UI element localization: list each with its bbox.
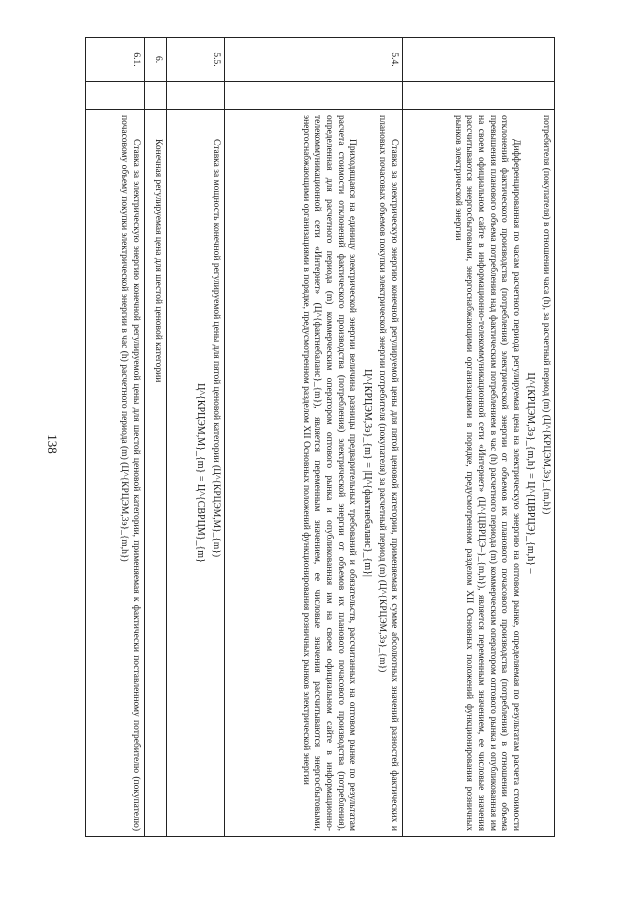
table-row bbox=[86, 38, 145, 837]
row-number bbox=[403, 38, 555, 82]
row-text: Конечная регулируемая цена для шестой ценовой категории bbox=[153, 139, 163, 383]
row-number: 6. bbox=[145, 38, 167, 82]
table-row bbox=[167, 38, 225, 837]
row-text: Ставка за электрическую энергию конечной регулируемой цены для шестой ценовой категории, применяемая к фактически поставленному потребителю (покупателю) почасовому объему покупки электрической энергии в час (h) расчетного периода (m) (Ц^{КРЦЭМ,3э}_{m,h}) bbox=[119, 115, 141, 831]
table-row bbox=[145, 38, 167, 837]
row-text: Ставка за мощность конечной регулируемой цены для пятой ценовой категории (Ц^{КРЦЭМ,М}_{m}) bbox=[211, 139, 221, 558]
row-explanation: Дифференцированная по часам расчетного периода регулируемая цена на электрическую энергию на оптовом рынке, определяемая по результатам расчета стоимости отклонений фактического производства (потребления) электрической энергии от объемов их планового почасового производства (потребления) в отношении объема превышения планового объема потребления над фактическим потреблением в час (h) расчетного периода (m) коммерческим оператором оптового рынка и опубликованная им на своем официальном сайте в информационно-телекоммуникационной сети «Интернет» (Ц^{ЦВРЦЭ–}_{m,h}), является переменным значением, ее числовые значения рассчитываются энергосбытовыми, энергоснабжающими организациями в порядке, предусмотренном разделом XII Основных положений функционирования розничных рынков электрической энергии bbox=[452, 115, 521, 831]
rotated-table-container bbox=[85, 37, 555, 837]
row-spacer bbox=[86, 82, 145, 110]
row-content bbox=[145, 110, 167, 837]
tariff-table bbox=[85, 37, 555, 837]
row-text: потребителя (покупателя) в отношении часа (h), за расчетный период (m) (Ц^{КРЦЭМ,3э}_{m,h}) bbox=[541, 115, 551, 515]
row-content bbox=[167, 110, 225, 837]
row-spacer bbox=[145, 82, 167, 110]
row-spacer bbox=[403, 82, 555, 110]
row-content bbox=[225, 110, 403, 837]
row-formula: Ц^{КРЦЭМ,М}_{m} = Ц^{СВРЦМ}_{m} bbox=[195, 383, 207, 563]
row-spacer bbox=[225, 82, 403, 110]
row-number: 6.1. bbox=[86, 38, 145, 82]
row-number: 5.5. bbox=[167, 38, 225, 82]
table-row bbox=[225, 38, 403, 837]
page-number: 138 bbox=[45, 434, 60, 454]
row-text: Ставка за электрическую энергию конечной регулируемой цены для пятой ценовой категории, применяемая к сумме абсолютных значений разностей фактических и плановых почасовых объемов покупки электрической энергии потребителя (покупателя) за расчетный период (m) (Ц^{КРЦЭМ,3э}_{m}) bbox=[377, 115, 399, 831]
row-spacer bbox=[167, 82, 225, 110]
row-formula: Ц^{КРЦЭМ,3э}_{m} = |Ц^{фактнебаланс}_{m}| bbox=[361, 369, 373, 577]
row-formula: Ц^{КРЦЭМ,3э}_{m,h} = Ц^{ЦВРЦЭ}_{m,h} – bbox=[525, 372, 537, 574]
row-content bbox=[403, 110, 555, 837]
row-content bbox=[86, 110, 145, 837]
row-explanation: Приходящаяся на единицу электрической энергии величина разницы предварительных требований и обязательств, рассчитанных на оптовом рынке по результатам расчета стоимости отклонений фактического производства (потребления) электрической энергии от объемов их планового почасового производства (потребления), определенная для расчетного периода (m) коммерческим оператором оптового рынка и опубликованная им на своем официальном сайте в информационно-телекоммуникационной сети «Интернет» (Ц^{фактнебаланс}_{m}), является переменным значением, ее числовые значения рассчитываются энергосбытовыми, энергоснабжающими организациями в порядке, предусмотренном разделом XII Основных положений функционирования розничных рынков электрической энергии bbox=[300, 115, 358, 831]
row-number: 5.4. bbox=[225, 38, 403, 82]
table-row bbox=[403, 38, 555, 837]
